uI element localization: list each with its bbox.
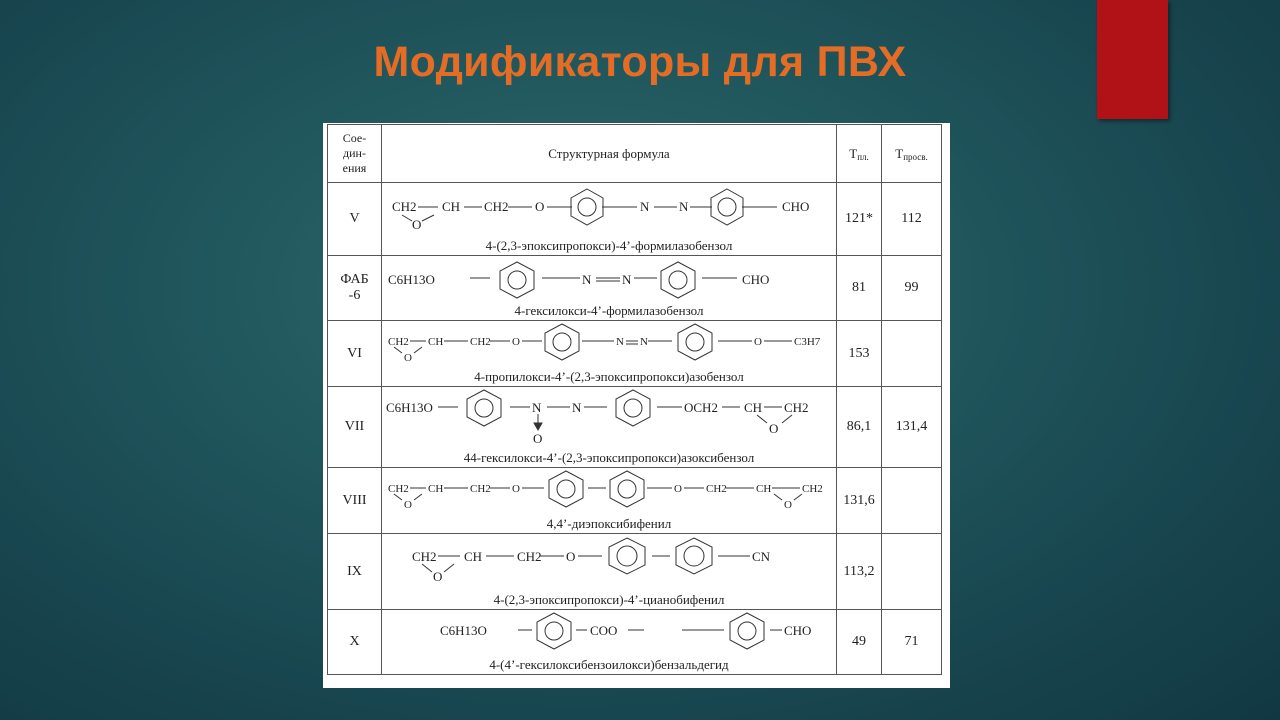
formula-label: CH [428, 336, 444, 348]
formula-label: C6H13O [388, 272, 435, 287]
formula-label: CH [744, 400, 763, 415]
table-image [323, 123, 950, 688]
formula-label: COO [590, 623, 618, 638]
formula-label: O [512, 483, 520, 495]
t-clear-value [882, 321, 942, 387]
formula-label: O [404, 352, 412, 364]
header-compound-line-3: ения [342, 161, 367, 175]
structural-formula [382, 610, 837, 675]
formula-label: CHO [742, 272, 770, 287]
compound-name: 4-(2,3-эпоксипропокси)-4’-формилазобензол [485, 238, 733, 253]
formula-label: O [784, 499, 792, 511]
formula-label: CH2 [392, 199, 417, 214]
compound-name: 4-пропилокси-4’-(2,3-эпоксипропокси)азобензол [474, 369, 744, 384]
formula-label: O [566, 549, 576, 564]
header-t-melt-sub: пл. [857, 151, 869, 162]
slide-title: Модификаторы для ПВХ [373, 38, 907, 86]
formula-label: CH2 [388, 336, 409, 348]
formula-label: CH2 [517, 549, 542, 564]
structural-formula [382, 256, 837, 321]
formula-label: C6H13O [440, 623, 487, 638]
compound-id: VII [328, 387, 382, 468]
compound-id-line-2: -6 [348, 288, 361, 303]
structural-formula [382, 183, 837, 256]
table-row [328, 610, 942, 675]
formula-label: CH2 [470, 483, 491, 495]
compound-id: VI [328, 321, 382, 387]
formula-label: O [512, 336, 520, 348]
formula-label: N [622, 272, 632, 287]
header-t-clear-sub: просв. [903, 151, 928, 162]
formula-label: CH2 [470, 336, 491, 348]
formula-label: CH [428, 483, 444, 495]
structural-formula [382, 468, 837, 534]
formula-label: O [404, 499, 412, 511]
table-header-row [328, 125, 942, 183]
formula-label: OCH2 [684, 400, 718, 415]
compound-id: IX [328, 534, 382, 610]
formula-label: N [679, 199, 689, 214]
table-row [328, 468, 942, 534]
formula-label: CHO [782, 199, 810, 214]
formula-label: O [433, 569, 443, 584]
compound-id: V [328, 183, 382, 256]
formula-label: CH2 [706, 483, 727, 495]
t-melt-value: 153 [837, 321, 882, 387]
header-t-clear-main: Т [895, 145, 904, 161]
header-compound-line-2: дин- [343, 146, 366, 160]
compound-id: X [328, 610, 382, 675]
compound-name: 4-(2,3-эпоксипропокси)-4’-цианобифенил [493, 592, 725, 607]
formula-label: C3H7 [794, 336, 821, 348]
formula-label: N [616, 336, 624, 348]
t-clear-value: 131,4 [882, 387, 942, 468]
formula-label: CH [756, 483, 772, 495]
formula-label: O [412, 217, 422, 232]
formula-label: N [572, 400, 582, 415]
formula-label: O [535, 199, 545, 214]
table-row [328, 321, 942, 387]
header-t-melt [837, 125, 882, 183]
table-row [328, 183, 942, 256]
t-clear-value: 112 [882, 183, 942, 256]
formula-label: N [640, 336, 648, 348]
formula-label: O [754, 336, 762, 348]
formula-label: CH [442, 199, 461, 214]
structural-formula [382, 534, 837, 610]
formula-label: CH2 [388, 483, 409, 495]
formula-label: CH2 [802, 483, 823, 495]
structural-formula [382, 321, 837, 387]
formula-label: CHO [784, 623, 812, 638]
table-row [328, 256, 942, 321]
formula-label: CH2 [784, 400, 809, 415]
compound-id-line-1: ФАБ [340, 272, 369, 287]
compound-name: 4,4’-диэпоксибифенил [546, 516, 672, 531]
t-clear-value: 71 [882, 610, 942, 675]
t-melt-value: 131,6 [837, 468, 882, 534]
compound-name: 4-гексилокси-4’-формилазобензол [514, 303, 704, 318]
compound-name: 44-гексилокси-4’-(2,3-эпоксипропокси)азоксибензол [463, 450, 755, 465]
formula-label: O [769, 421, 779, 436]
formula-label: O [674, 483, 682, 495]
compound-id: VIII [328, 468, 382, 534]
formula-label: CH2 [484, 199, 509, 214]
header-compound [328, 125, 382, 183]
t-melt-value: 49 [837, 610, 882, 675]
header-t-melt-main: Т [849, 145, 858, 161]
t-clear-value [882, 534, 942, 610]
formula-label: O [533, 431, 543, 446]
formula-label: N [532, 400, 542, 415]
formula-label: C6H13O [386, 400, 433, 415]
t-clear-value: 99 [882, 256, 942, 321]
t-melt-value: 86,1 [837, 387, 882, 468]
header-compound-line-1: Сое- [342, 131, 367, 145]
t-melt-value: 81 [837, 256, 882, 321]
compound-name: 4-(4’-гексилоксибензоилокси)бензальдегид [489, 657, 729, 672]
structural-formula [382, 387, 837, 468]
formula-label: CH [464, 549, 483, 564]
compound-id [328, 256, 382, 321]
t-melt-value: 121* [837, 183, 882, 256]
formula-label: N [640, 199, 650, 214]
table-row [328, 534, 942, 610]
t-clear-value [882, 468, 942, 534]
formula-label: CH2 [412, 549, 437, 564]
table-row [328, 387, 942, 468]
header-formula: Структурная формула [382, 125, 837, 183]
formula-label: CN [752, 549, 771, 564]
compounds-table [327, 124, 942, 675]
header-t-clear [882, 125, 942, 183]
t-melt-value: 113,2 [837, 534, 882, 610]
formula-label: N [582, 272, 592, 287]
